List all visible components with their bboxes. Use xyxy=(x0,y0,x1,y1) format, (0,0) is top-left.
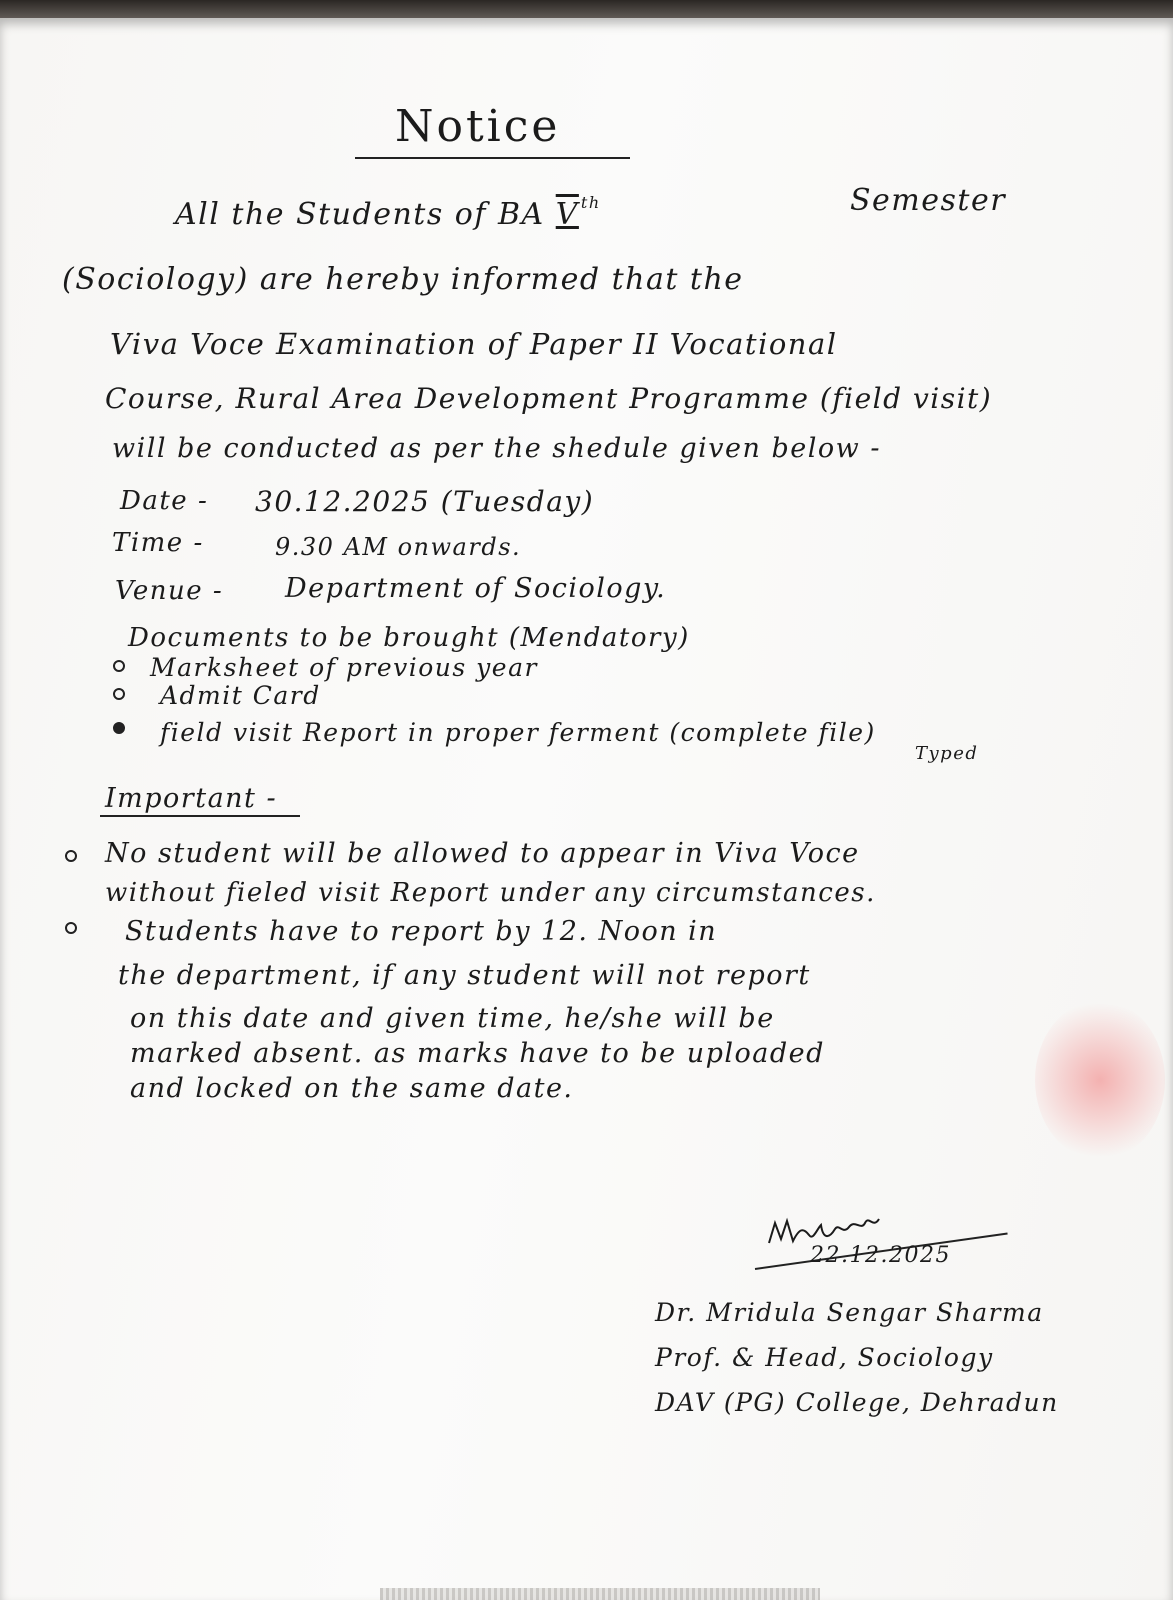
body-line-1 xyxy=(175,193,601,232)
bullet-dot xyxy=(113,688,125,700)
signatory-college: DAV (PG) College, Dehradun xyxy=(655,1388,1059,1417)
venue-label: Venue - xyxy=(115,576,224,606)
important-line-7: and locked on the same date. xyxy=(130,1073,574,1104)
documents-note: Typed xyxy=(915,743,979,764)
date-value: 30.12.2025 (Tuesday) xyxy=(255,485,595,518)
signature-date: 22.12.2025 xyxy=(810,1243,951,1268)
important-line-6: marked absent. as marks have to be uploaded xyxy=(130,1038,825,1069)
title-underline xyxy=(355,157,630,159)
document-item-3: field visit Report in proper ferment (complete file) xyxy=(160,718,876,747)
important-line-1: No student will be allowed to appear in Viva Voce xyxy=(105,838,860,869)
document-item-1: Marksheet of previous year xyxy=(150,653,538,682)
signatory-title: Prof. & Head, Sociology xyxy=(655,1343,994,1372)
body-line-3: Viva Voce Examination of Paper II Vocational xyxy=(110,327,838,361)
important-line-4: the department, if any student will not report xyxy=(118,960,811,991)
important-line-2: without fieled visit Report under any circumstances. xyxy=(105,878,876,908)
date-label: Date - xyxy=(120,486,209,516)
bullet-dot xyxy=(65,922,77,934)
body-line-1b: Semester xyxy=(850,183,1007,218)
bullet-dot xyxy=(113,660,125,672)
semester-suffix: th xyxy=(580,193,601,212)
documents-heading: Documents to be brought (Mendatory) xyxy=(128,623,690,653)
document-item-2: Admit Card xyxy=(160,681,321,710)
time-label: Time - xyxy=(112,528,204,558)
body-line-4: Course, Rural Area Development Programme (field visit) xyxy=(105,382,993,415)
body-line-2: (Sociology) are hereby informed that the xyxy=(62,262,744,297)
paper-bottom-edge xyxy=(380,1588,820,1600)
important-underline xyxy=(100,815,300,817)
bullet-dot xyxy=(65,850,77,862)
time-value: 9.30 AM onwards. xyxy=(275,533,522,561)
body-line-5: will be conducted as per the shedule given below - xyxy=(112,433,881,464)
bullet-dot xyxy=(113,722,125,734)
important-heading: Important - xyxy=(105,783,278,814)
body-line-1-text: All the Students of BA xyxy=(175,197,545,232)
venue-value: Department of Sociology. xyxy=(285,573,667,604)
signatory-name: Dr. Mridula Sengar Sharma xyxy=(655,1298,1044,1327)
red-stain xyxy=(1035,1000,1165,1160)
important-line-5: on this date and given time, he/she will be xyxy=(130,1003,775,1034)
semester-numeral: V xyxy=(555,197,579,232)
important-line-3: Students have to report by 12. Noon in xyxy=(125,916,718,947)
notice-title: Notice xyxy=(395,101,561,152)
